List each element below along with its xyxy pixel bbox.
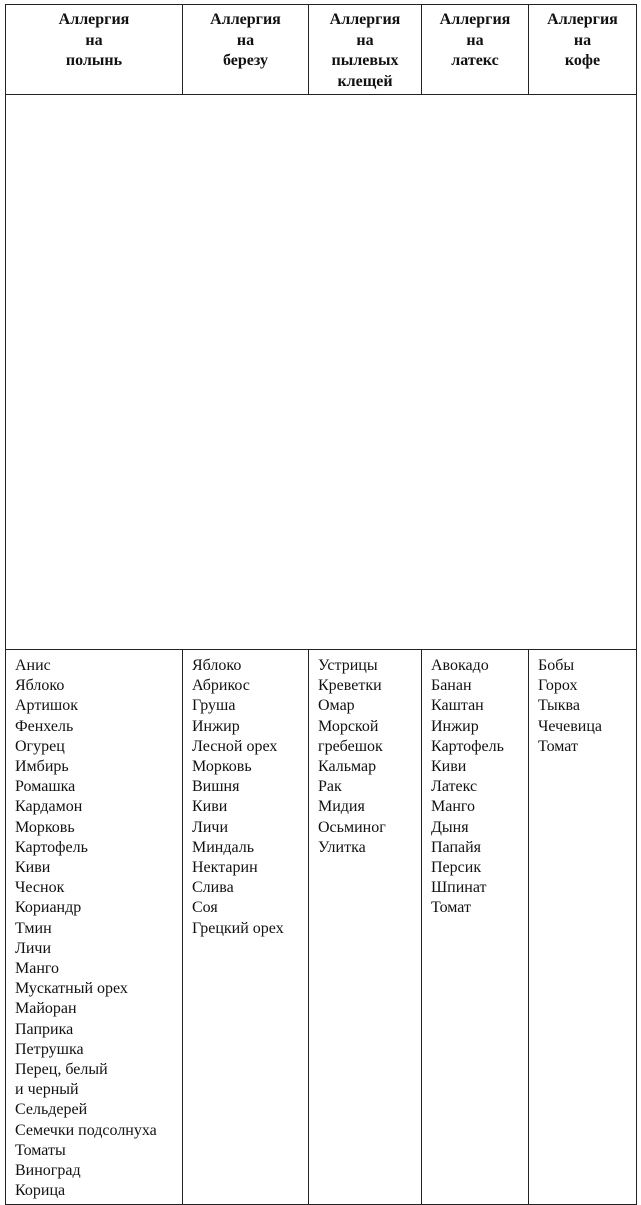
list-item: Фенхель (15, 717, 74, 735)
list-item: Киви (15, 859, 51, 877)
list-item: Сельдерей (15, 1101, 88, 1119)
list-item: Нектарин (192, 859, 258, 877)
list-item: Киви (192, 798, 228, 816)
column-header-dust-mites (309, 5, 422, 95)
list-item: Рак (318, 778, 342, 796)
column-header-line: Аллергия (210, 11, 281, 28)
list-item: Манго (431, 798, 476, 816)
list-item: Анис (15, 657, 51, 674)
list-item: Латекс (431, 778, 478, 796)
list-item: Виноград (15, 1162, 81, 1180)
list-item: Кориандр (15, 899, 82, 917)
list-item: Папайя (431, 838, 482, 856)
list-item: Чеснок (15, 879, 65, 897)
column-header-line: латекс (451, 52, 499, 69)
column-header-line: на (573, 31, 592, 49)
column-header-line: Аллергия (58, 11, 130, 28)
list-item: Банан (431, 677, 472, 695)
list-item: Томат (431, 899, 471, 917)
list-item: Улитка (318, 838, 366, 856)
list-item: Устрицы (318, 657, 378, 674)
list-item: Персик (431, 859, 482, 877)
list-item: Морской (318, 717, 379, 735)
items-row (6, 650, 637, 1205)
list-item: Кальмар (318, 758, 377, 776)
header-row (6, 5, 637, 95)
header-separator (6, 95, 637, 650)
column-list-wormwood (6, 650, 183, 1205)
column-header-line: на (466, 31, 484, 49)
list-item: Морковь (192, 758, 252, 776)
column-header-line: на (85, 31, 103, 49)
list-item: Личи (15, 939, 52, 957)
list-item: Грецкий орех (192, 919, 284, 937)
list-item: Лесной орех (192, 737, 278, 755)
list-item: Личи (192, 818, 229, 836)
list-item: Томат (538, 737, 578, 755)
list-item: Мидия (318, 798, 365, 816)
list-item: Авокадо (431, 657, 489, 674)
list-item: Мускатный орех (15, 980, 128, 998)
list-item: Соя (192, 899, 218, 917)
allergy-table (5, 4, 637, 1205)
column-header-birch (183, 5, 309, 95)
list-item: Паприка (15, 1020, 74, 1038)
list-item: Креветки (318, 677, 382, 695)
list-item: Картофель (431, 737, 504, 755)
list-item: Омар (318, 697, 355, 715)
list-item: Осьминог (318, 818, 386, 836)
list-item: Морковь (15, 818, 75, 836)
column-list-coffee (529, 650, 637, 1205)
list-item: Семечки подсолнуха (15, 1121, 157, 1139)
column-header-line: пылевых (331, 52, 399, 69)
list-item: Картофель (15, 838, 88, 856)
column-header-line: клещей (337, 72, 393, 90)
column-header-line: кофе (564, 52, 601, 69)
column-header-line: Аллергия (329, 11, 401, 28)
column-list-birch (183, 650, 309, 1205)
list-item: Дыня (431, 818, 469, 836)
list-item: Слива (192, 879, 234, 897)
list-item: Майоран (15, 1000, 77, 1018)
list-item: Манго (15, 960, 60, 978)
column-header-line: на (356, 31, 374, 49)
list-item: Томаты (15, 1141, 66, 1159)
column-header-line: на (236, 31, 255, 49)
column-header-line: Аллергия (547, 11, 618, 28)
list-item: Тмин (15, 919, 52, 937)
column-header-latex (422, 5, 529, 95)
list-item: Каштан (431, 697, 484, 715)
list-item: Груша (192, 697, 236, 715)
list-item: Корица (15, 1182, 66, 1200)
list-item: Инжир (431, 717, 479, 735)
list-item: Вишня (192, 778, 240, 796)
list-item: Киви (431, 758, 467, 776)
column-list-latex (422, 650, 529, 1205)
column-header-wormwood (6, 5, 183, 95)
list-item: Инжир (192, 717, 240, 735)
column-header-line: Аллергия (439, 11, 511, 28)
list-item: Тыква (538, 697, 580, 715)
column-header-coffee (529, 5, 637, 95)
list-item: Огурец (15, 737, 65, 755)
list-item: Петрушка (15, 1040, 84, 1058)
list-item: Яблоко (192, 657, 242, 674)
list-item: Миндаль (192, 838, 255, 856)
list-item: Яблоко (15, 677, 65, 695)
list-item: Перец, белый (15, 1061, 108, 1079)
list-item: и черный (15, 1081, 79, 1099)
list-item: Бобы (538, 657, 575, 674)
list-item: гребешок (318, 737, 383, 755)
list-item: Ромашка (15, 778, 76, 796)
list-item: Кардамон (15, 798, 83, 816)
list-item: Горох (538, 677, 578, 695)
list-item: Имбирь (15, 758, 69, 776)
list-item: Артишок (15, 697, 78, 715)
column-list-dust-mites (309, 650, 422, 1205)
list-item: Абрикос (192, 677, 250, 695)
list-item: Шпинат (431, 879, 487, 897)
column-header-line: полынь (65, 52, 123, 69)
column-header-line: березу (223, 52, 268, 69)
list-item: Чечевица (538, 717, 603, 735)
